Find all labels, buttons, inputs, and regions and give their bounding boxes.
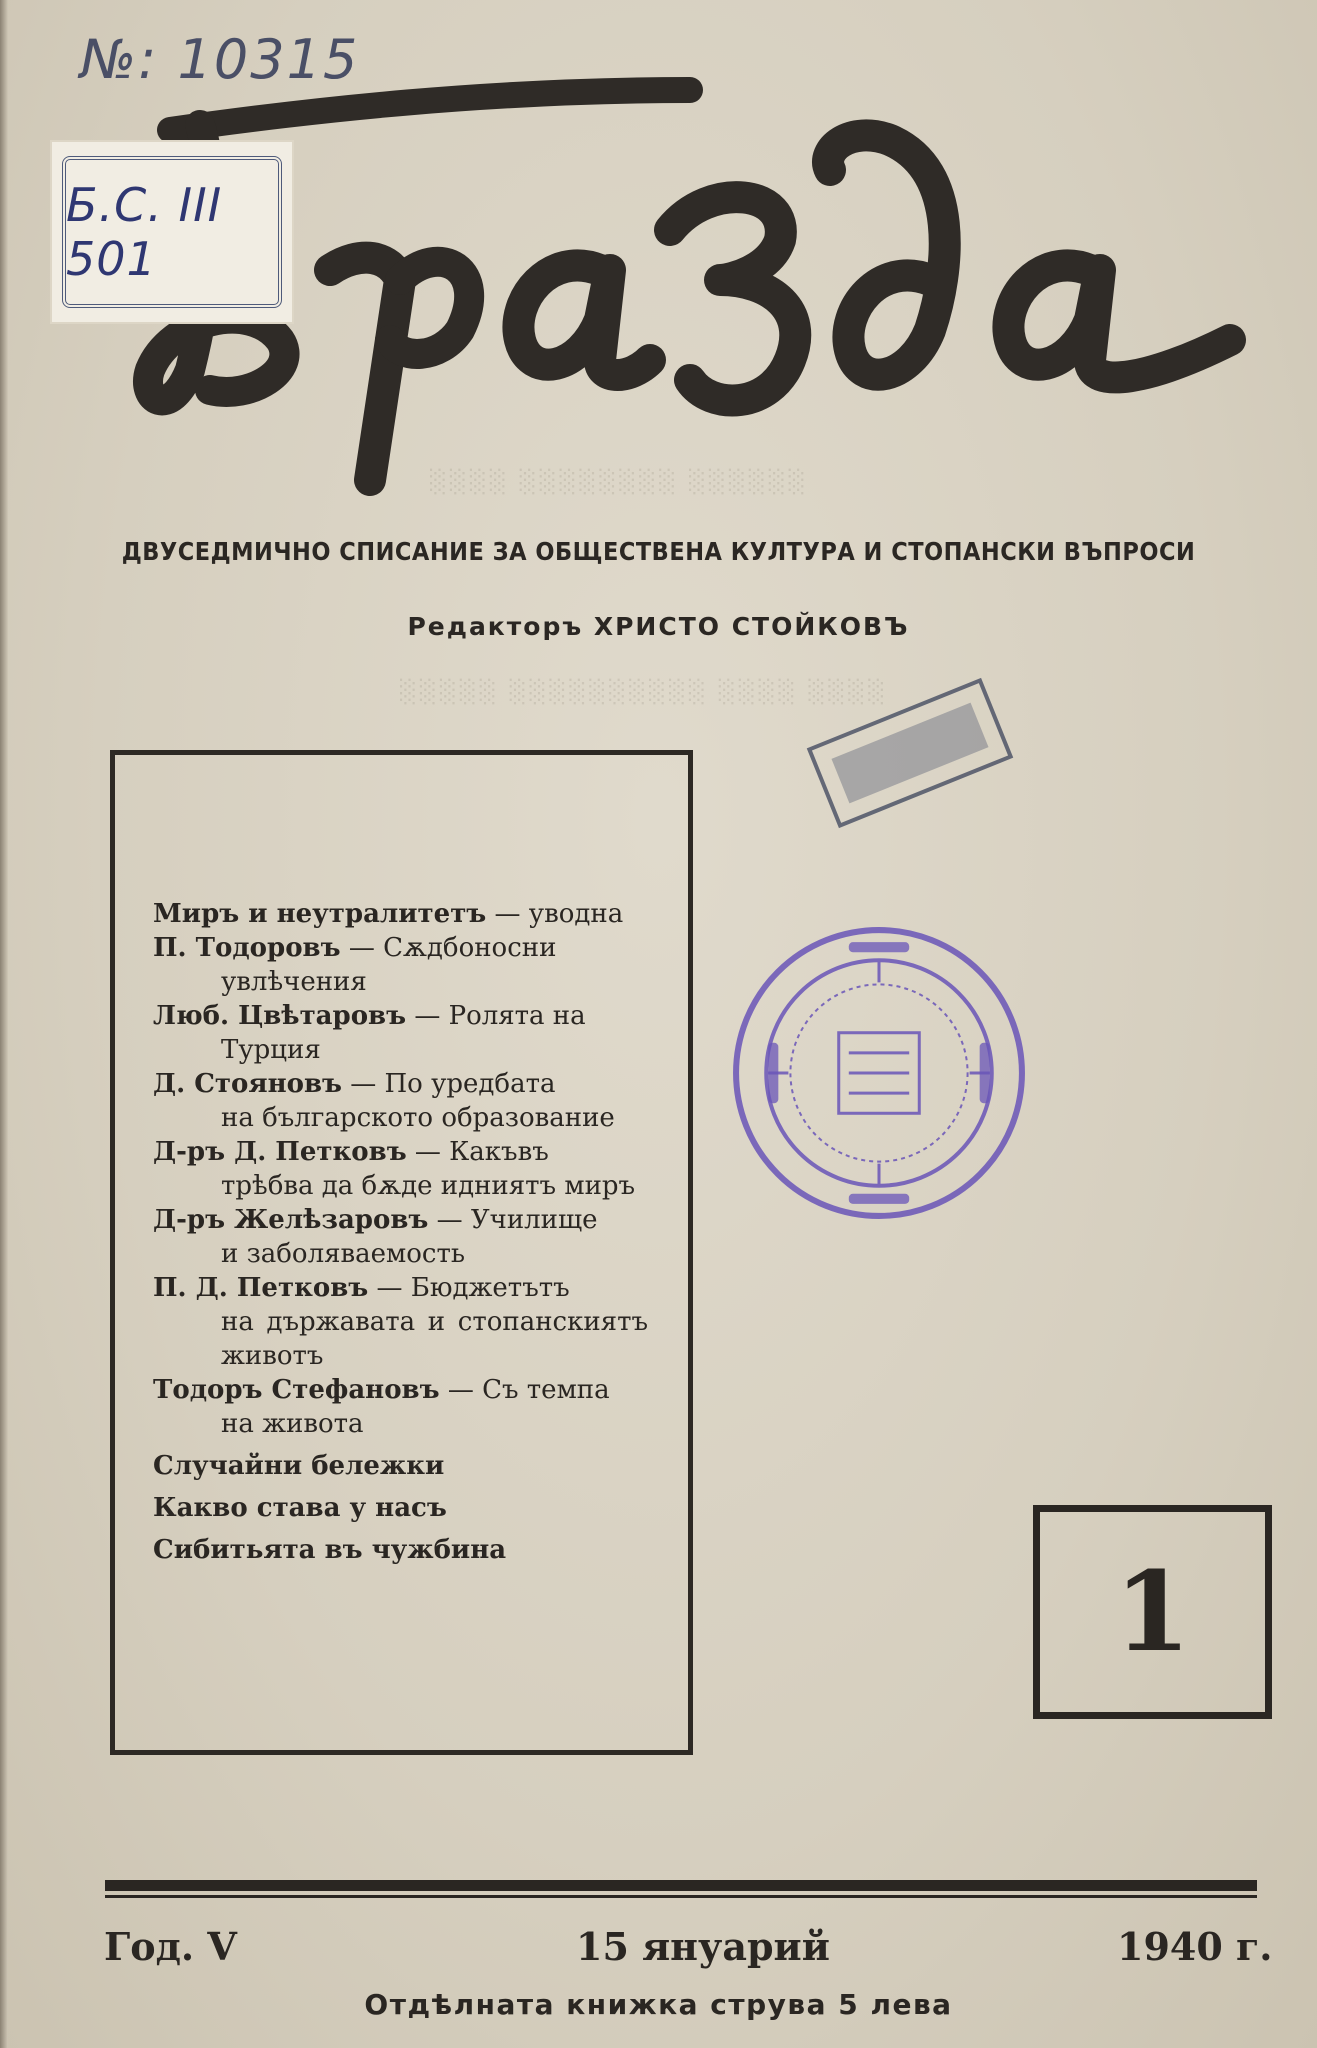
editor-line: Редакторъ ХРИСТО СТОЙКОВЪ [407, 612, 910, 641]
shelf-mark-frame [62, 156, 282, 308]
toc-entry: Д-ръ Желѣзаровъ — Училище и заболяваемость [153, 1205, 598, 1269]
issue-number-box [1033, 1505, 1272, 1719]
table-of-contents-box [110, 750, 693, 1755]
toc-entry: П. Д. Петковъ — Бюджетътъ на държавата и стопанскиятъ животъ [153, 1273, 648, 1371]
table-of-contents [153, 897, 648, 1567]
toc-entry: Люб. Цвѣтаровъ — Ролята на Турция [153, 1001, 586, 1065]
toc-entry: Д-ръ Д. Петковъ — Какъвъ трѣбва да бѫде идниятъ миръ [153, 1137, 636, 1201]
shelf-mark: Б.С. III 501 [66, 178, 223, 286]
issue-date: 15 януарий [576, 1924, 830, 1969]
library-round-stamp [728, 922, 1030, 1224]
issue-number: 1 [1114, 1547, 1191, 1676]
show-through-text: ░░░░░ ░░░░░░░░░░ ░░░░ ░░░░ [400, 680, 889, 705]
shelf-mark-label [52, 142, 292, 322]
magazine-subtitle: ДВУСЕДМИЧНО СПИСАНИЕ ЗА ОБЩЕСТВЕНА КУЛТУРА И СТОПАНСКИ ВЪПРОСИ [121, 537, 1196, 566]
toc-section: Случайни бележки [153, 1451, 445, 1481]
footer-rule-thick [105, 1880, 1257, 1891]
toc-entry: Тодоръ Стефановъ — Съ темпа на живота [153, 1375, 610, 1439]
spine-edge [0, 0, 8, 2048]
accession-number: №: 10315 [80, 28, 360, 91]
show-through-text: ░░░░ ░░░░░░░░ ░░░░░░ [430, 470, 809, 495]
issue-year: 1940 г. [1117, 1924, 1273, 1969]
toc-entry: П. Тодоровъ — Сѫдбоносни увлѣчения [153, 933, 557, 997]
toc-entry: Миръ и неутралитетъ — уводна [153, 899, 624, 929]
toc-section: Сибитьята въ чужбина [153, 1535, 507, 1565]
toc-section: Какво става у насъ [153, 1493, 447, 1523]
toc-entry: Д. Стояновъ — По уредбата на българското образование [153, 1069, 615, 1133]
masthead-title [130, 70, 1260, 500]
footer-rule-thin [105, 1895, 1257, 1898]
price-line: Отдѣлната книжка струва 5 лева [364, 1988, 953, 2021]
volume-label: Год. V [104, 1924, 237, 1969]
rectangular-stamp-ink [831, 703, 988, 804]
